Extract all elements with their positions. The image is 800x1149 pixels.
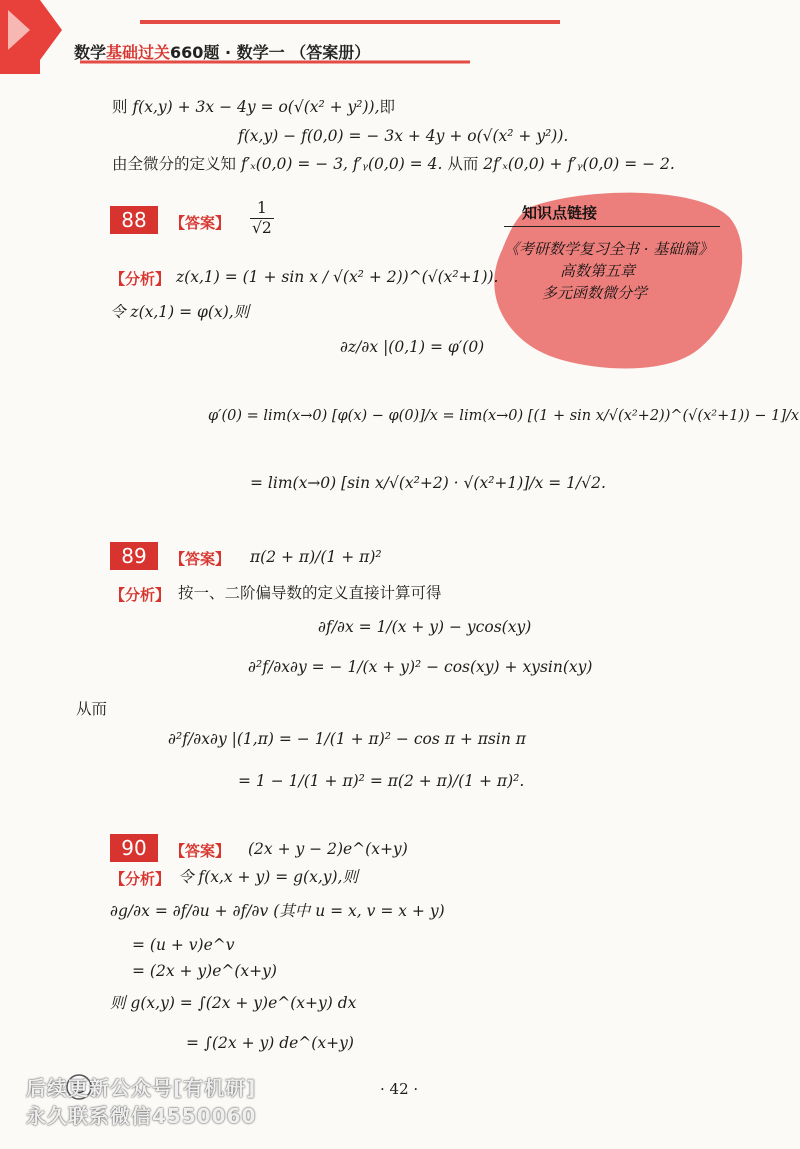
problem-90-line-3: = (2x + y)e^(x+y) bbox=[132, 962, 277, 980]
problem-89-line-2: ∂²f/∂x∂y = − 1/(x + y)² − cos(xy) + xysin(xy) bbox=[248, 658, 593, 676]
problem-90-analysis-label: 【分析】 bbox=[110, 870, 171, 888]
problem-90-answer: (2x + y − 2)e^(x+y) bbox=[248, 840, 408, 858]
problem-89-answer-label: 【答案】 bbox=[170, 550, 231, 568]
problem-88-analysis-label: 【分析】 bbox=[110, 270, 171, 288]
knowledge-divider bbox=[504, 226, 720, 227]
header-title-pre: 数学 bbox=[74, 43, 107, 62]
problem-88-line-1: z(x,1) = (1 + sin x / √(x² + 2))^(√(x²+1)). bbox=[176, 268, 499, 286]
intro-line3-math: f′ₓ(0,0) = − 3, f′ᵧ(0,0) = 4. bbox=[240, 155, 443, 173]
problem-88-number: 88 bbox=[110, 206, 158, 234]
problem-90-lead: 令 f(x,x + y) = g(x,y),则 bbox=[178, 868, 358, 886]
problem-89-line-3: 从而 bbox=[76, 700, 108, 718]
intro-line-1 bbox=[112, 98, 395, 117]
watermark-line-2: 永久联系微信4550060 bbox=[26, 1104, 257, 1128]
intro-line1-prefix: 则 bbox=[112, 98, 133, 116]
intro-line1-suffix: 即 bbox=[379, 98, 396, 116]
knowledge-title: 知识点链接 bbox=[522, 204, 598, 222]
problem-88-line-5: = lim(x→0) [sin x/√(x²+2) · √(x²+1)]/x = 1/√2. bbox=[250, 474, 606, 492]
knowledge-line-2: 高数第五章 bbox=[560, 262, 636, 280]
problem-89-line-4: ∂²f/∂x∂y |(1,π) = − 1/(1 + π)² − cos π + πsin π bbox=[168, 730, 526, 748]
header-title-highlight: 基础过关 bbox=[106, 43, 171, 62]
problem-89-answer: π(2 + π)/(1 + π)² bbox=[250, 548, 382, 566]
problem-90-line-4: 则 g(x,y) = ∫(2x + y)e^(x+y) dx bbox=[110, 994, 357, 1012]
problem-88-answer-label: 【答案】 bbox=[170, 214, 231, 232]
problem-89-analysis-label: 【分析】 bbox=[110, 586, 171, 604]
problem-90-answer-label: 【答案】 bbox=[170, 842, 231, 860]
problem-89-line-5: = 1 − 1/(1 + π)² = π(2 + π)/(1 + π)². bbox=[238, 772, 525, 790]
knowledge-line-1: 《考研数学复习全书 · 基础篇》 bbox=[504, 240, 714, 258]
header-title-post: 660题 · 数学一 bbox=[170, 43, 285, 62]
page-number: · 42 · bbox=[380, 1080, 419, 1098]
intro-line3-prefix: 由全微分的定义知 bbox=[112, 155, 241, 173]
problem-89-number: 89 bbox=[110, 542, 158, 570]
problem-89-line-1: ∂f/∂x = 1/(x + y) − ycos(xy) bbox=[318, 618, 532, 636]
problem-88-line-2: 令 z(x,1) = φ(x),则 bbox=[110, 303, 250, 321]
problem-88-line-4: φ′(0) = lim(x→0) [φ(x) − φ(0)]/x = lim(x→0) [(1 + sin x/√(x²+2))^(√(x²+1)) − 1]/x bbox=[208, 408, 800, 424]
problem-89-lead: 按一、二阶偏导数的定义直接计算可得 bbox=[178, 584, 442, 602]
intro-line-3 bbox=[112, 155, 675, 174]
intro-line3-mid: 从而 bbox=[442, 155, 484, 173]
problem-90-line-5: = ∫(2x + y) de^(x+y) bbox=[186, 1034, 354, 1052]
intro-line-2: f(x,y) − f(0,0) = − 3x + 4y + o(√(x² + y²)). bbox=[238, 127, 569, 145]
problem-90-line-1: ∂g/∂x = ∂f/∂u + ∂f/∂v (其中 u = x, v = x + y) bbox=[110, 902, 445, 920]
problem-88-answer: $\frac{1}{√2}$ bbox=[252, 199, 272, 237]
problem-88-line-3: ∂z/∂x |(0,1) = φ′(0) bbox=[340, 338, 485, 356]
header-title-tail: （答案册） bbox=[290, 43, 371, 62]
page-header-title bbox=[74, 40, 370, 63]
intro-line1-math: f(x,y) + 3x − 4y = o(√(x² + y²)), bbox=[132, 98, 380, 116]
intro-line3-math2: 2f′ₓ(0,0) + f′ᵧ(0,0) = − 2. bbox=[483, 155, 675, 173]
knowledge-line-3: 多元函数微分学 bbox=[542, 284, 648, 302]
problem-90-number: 90 bbox=[110, 834, 158, 862]
problem-90-line-2: = (u + v)e^v bbox=[132, 936, 235, 954]
watermark-line-1: 后续更新公众号[有机研] bbox=[26, 1076, 257, 1100]
